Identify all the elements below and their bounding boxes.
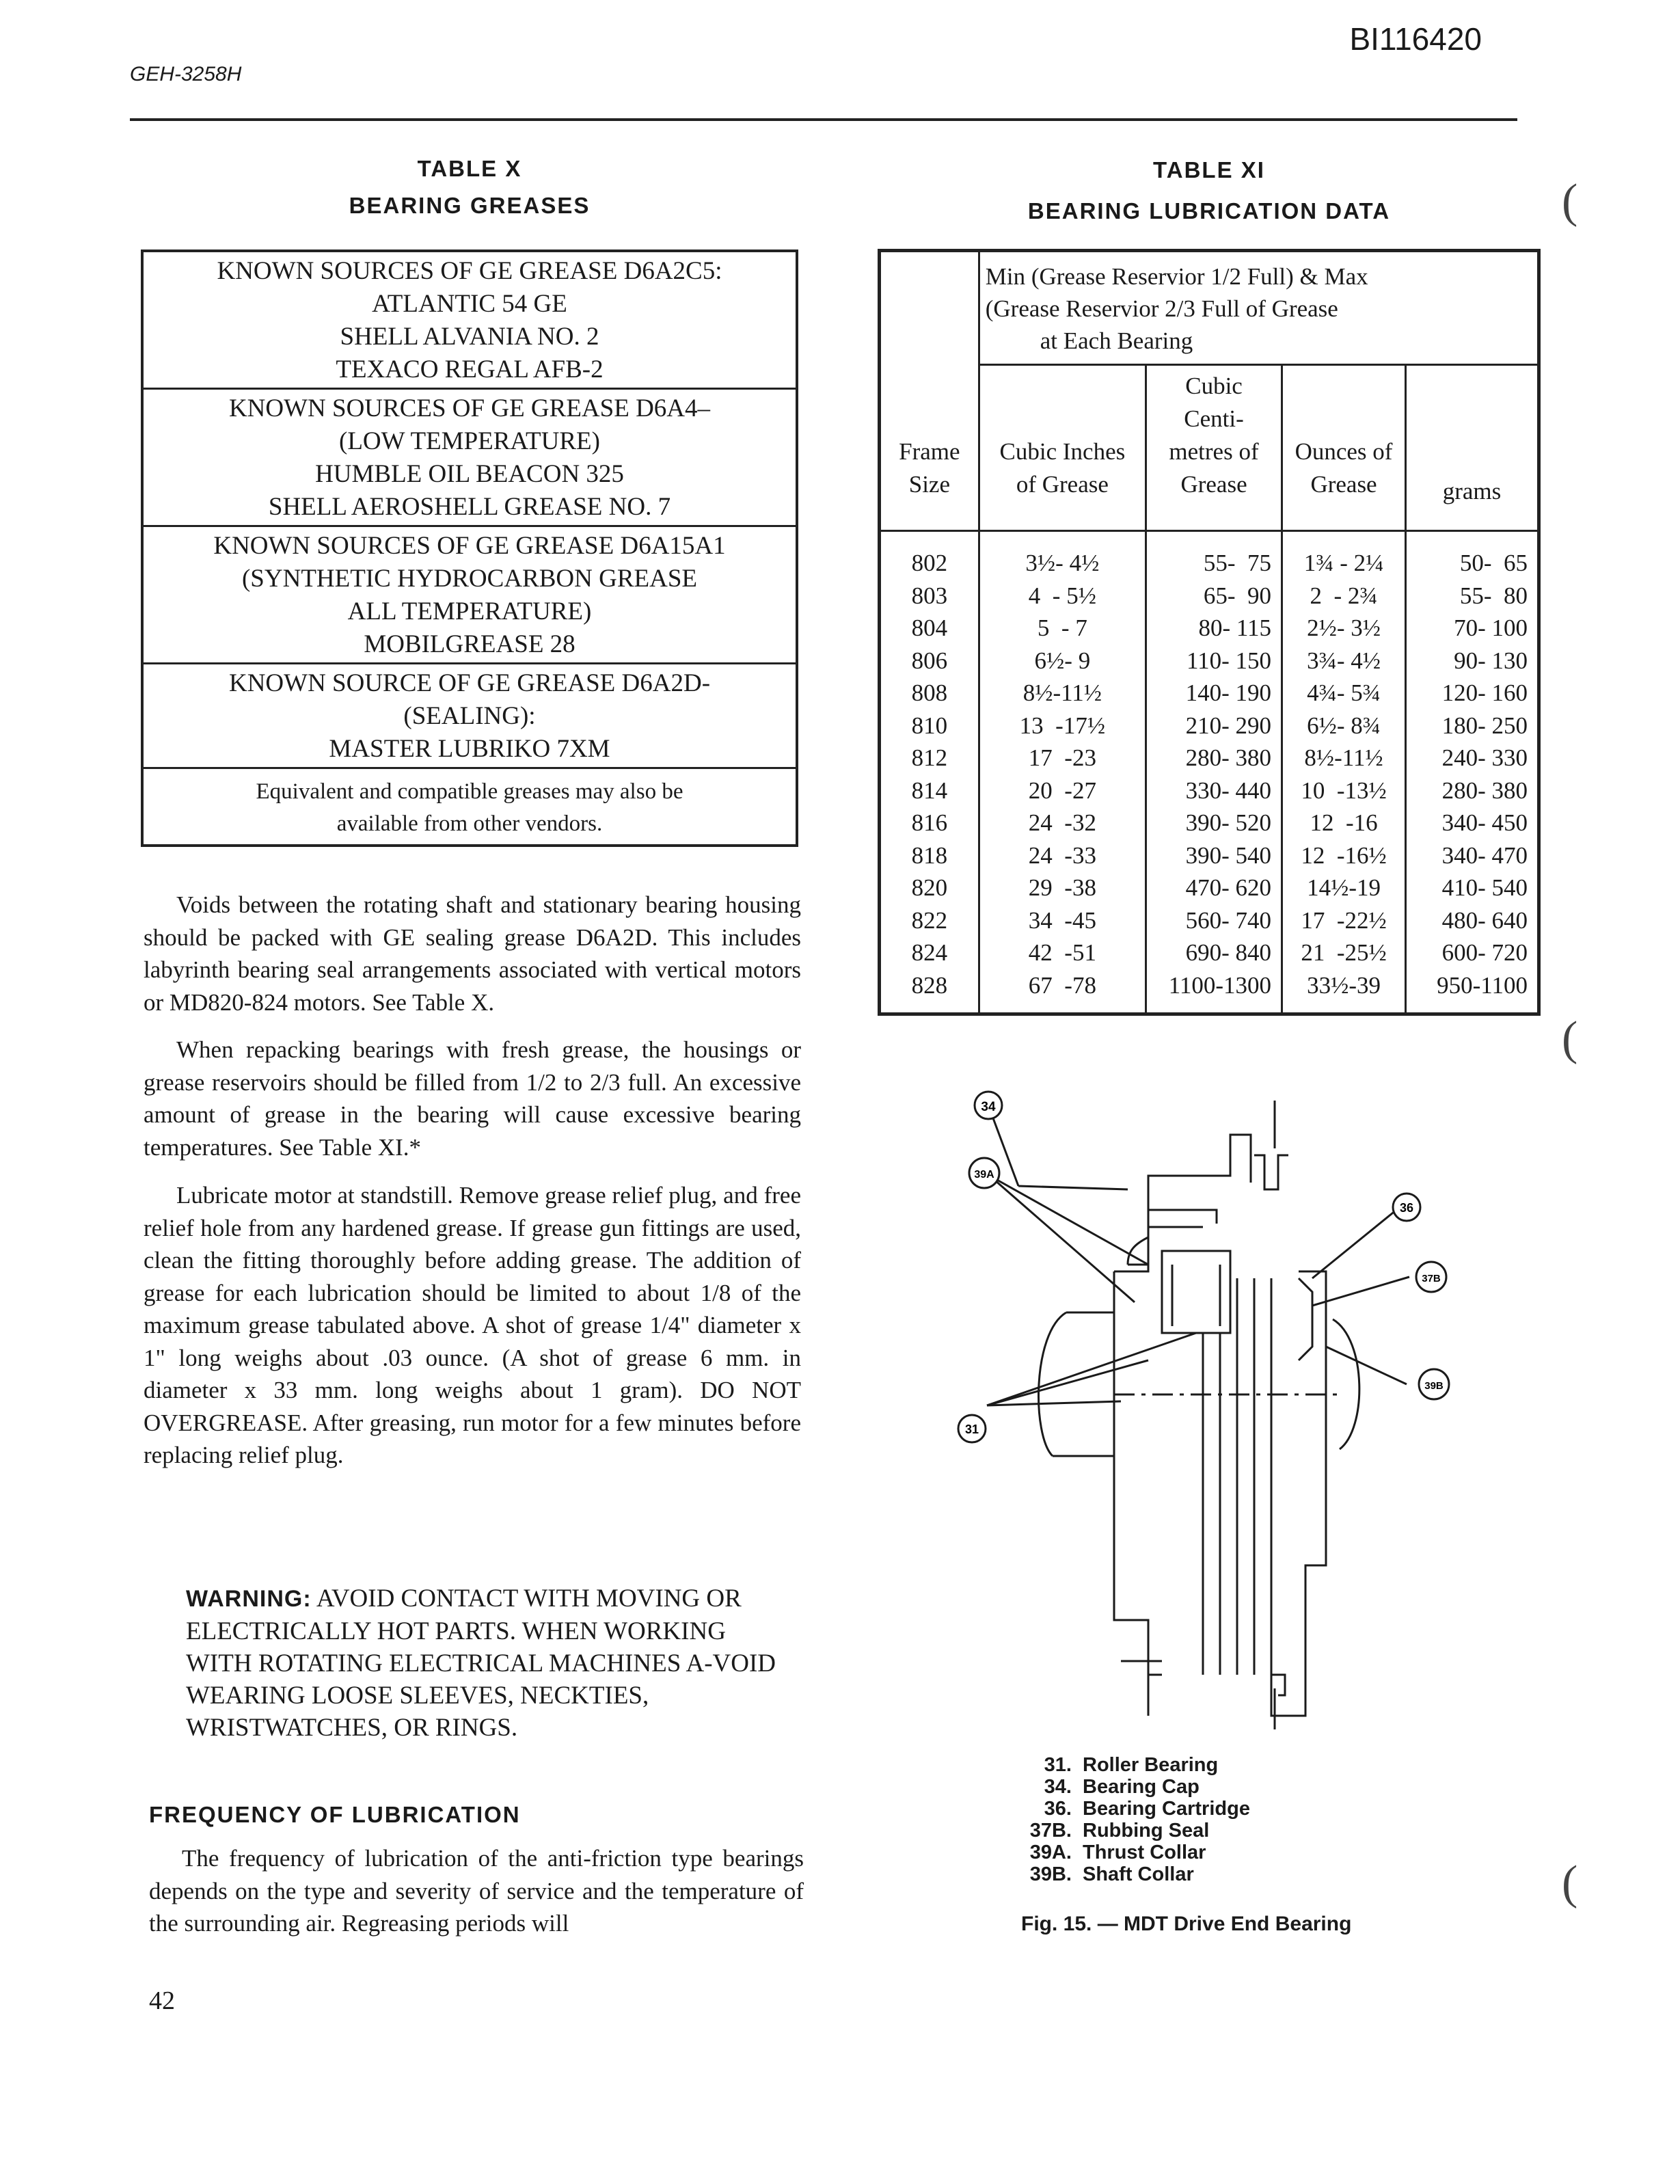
legend-item: 31. Roller Bearing — [1044, 1754, 1219, 1776]
table-cell: 240- 330 — [1405, 742, 1539, 774]
table-cell: 340- 450 — [1405, 807, 1539, 839]
table-cell: 6½- 9 — [979, 645, 1146, 677]
table-row — [880, 807, 1539, 839]
document-id: BI116420 — [1349, 21, 1482, 57]
table-cell: 822 — [911, 906, 948, 934]
figure-caption: Fig. 15. — MDT Drive End Bearing — [1021, 1913, 1352, 1935]
table-cell: 814 — [911, 777, 948, 804]
table-cell: 8½-11½ — [1282, 742, 1406, 774]
callout-39b — [1419, 1369, 1449, 1399]
table-cell: 820 — [911, 874, 948, 901]
table-cell: 55- 80 — [1405, 580, 1539, 612]
table-row — [880, 710, 1539, 742]
table-row — [880, 580, 1539, 612]
svg-text:37B: 37B — [1422, 1273, 1441, 1284]
table-cell: 2 - 2¾ — [1282, 580, 1406, 612]
table-row — [880, 774, 1539, 807]
table-cell: 3½- 4½ — [979, 531, 1146, 580]
table-cell: 816 — [911, 809, 948, 836]
table-cell: 812 — [911, 744, 948, 771]
table-cell: 17 -22½ — [1282, 904, 1406, 937]
table-cell: 410- 540 — [1405, 872, 1539, 904]
table-cell: 803 — [911, 582, 948, 609]
table-cell: 110- 150 — [1146, 645, 1282, 677]
table-cell: 2½- 3½ — [1282, 612, 1406, 645]
table-row — [880, 531, 1539, 580]
table-row — [880, 645, 1539, 677]
table-cell: 804 — [911, 615, 948, 641]
table-cell: 390- 540 — [1146, 839, 1282, 872]
frequency-heading: FREQUENCY OF LUBRICATION — [149, 1802, 521, 1827]
warning-text: AVOID CONTACT WITH MOVING OR ELECTRICALLY HOT PARTS. WHEN WORKING WITH ROTATING ELECTRICAL MACHINES A-VOID WEARING LOOSE SLEEVES, NECKTIES, WRISTWATCHES, OR RINGS. — [186, 1585, 776, 1742]
table-row — [880, 677, 1539, 710]
table-row — [880, 839, 1539, 872]
bearing-diagram — [943, 1073, 1476, 1736]
callout-34 — [975, 1092, 1002, 1119]
col-frame-size: Frame Size — [880, 251, 979, 531]
legend-item: 36. Bearing Cartridge — [1044, 1798, 1250, 1820]
svg-text:31: 31 — [964, 1423, 979, 1436]
table-cell: 340- 470 — [1405, 839, 1539, 872]
table-cell: 818 — [911, 841, 948, 869]
document-number: GEH-3258H — [130, 63, 242, 85]
table-x-note: Equivalent and compatible greases may also be available from other vendors. — [256, 779, 683, 836]
table-cell: 280- 380 — [1146, 742, 1282, 774]
paragraph-packing: Voids between the rotating shaft and stationary bearing housing should be packed with GE sealing grease D6A2D. This includes labyrinth bearing seal arrangements associated with vertical motors or MD820-824 motors. See Table X. — [144, 891, 801, 1016]
table-xi — [878, 249, 1541, 1016]
table-cell: 14½-19 — [1282, 872, 1406, 904]
svg-text:36: 36 — [1399, 1201, 1414, 1215]
table-row — [880, 936, 1539, 969]
table-cell: 3¾- 4½ — [1282, 645, 1406, 677]
table-cell: 55- 75 — [1146, 531, 1282, 580]
table-row — [880, 612, 1539, 645]
table-cell: 390- 520 — [1146, 807, 1282, 839]
table-row — [880, 969, 1539, 1014]
table-cell: 4¾- 5¾ — [1282, 677, 1406, 710]
table-cell: 20 -27 — [979, 774, 1146, 807]
table-cell: 1100-1300 — [1146, 969, 1282, 1014]
table-cell: 1¾ - 2¼ — [1282, 531, 1406, 580]
header-rule — [130, 118, 1517, 121]
col-grams: grams — [1405, 365, 1539, 531]
svg-text:34: 34 — [981, 1100, 996, 1114]
table-cell: 90- 130 — [1405, 645, 1539, 677]
svg-text:39B: 39B — [1424, 1380, 1444, 1392]
table-row — [880, 742, 1539, 774]
table-cell: 140- 190 — [1146, 677, 1282, 710]
table-cell: 280- 380 — [1405, 774, 1539, 807]
table-cell: 24 -32 — [979, 807, 1146, 839]
table-cell: 24 -33 — [979, 839, 1146, 872]
table-cell: 29 -38 — [979, 872, 1146, 904]
table-cell: 70- 100 — [1405, 612, 1539, 645]
table-cell: 810 — [911, 712, 948, 739]
legend-item: 37B. Rubbing Seal — [1029, 1820, 1210, 1842]
group-header: Min (Grease Reservior 1/2 Full) & Max (Grease Reservior 2/3 Full of Grease at Each Bearing — [979, 251, 1539, 365]
table-cell: 480- 640 — [1405, 904, 1539, 937]
table-cell: 560- 740 — [1146, 904, 1282, 937]
paragraph-repacking: When repacking bearings with fresh grease, the housings or grease reservoirs should be filled from 1/2 to 2/3 full. An excessive amount of grease in the bearing will cause excessive bearing temperatures. See Table XI.* — [144, 1036, 801, 1161]
table-cell: 824 — [911, 939, 948, 966]
callout-36 — [1393, 1194, 1420, 1221]
margin-mark: ( — [1562, 1012, 1578, 1065]
table-cell: 210- 290 — [1146, 710, 1282, 742]
callout-31 — [958, 1415, 986, 1442]
col-cubic-centimetres: Cubic Centi- metres of Grease — [1146, 365, 1282, 531]
table-cell: 8½-11½ — [979, 677, 1146, 710]
table-cell: 12 -16 — [1282, 807, 1406, 839]
table-cell: 600- 720 — [1405, 936, 1539, 969]
table-cell: 50- 65 — [1405, 531, 1539, 580]
paragraph-lubricate: Lubricate motor at standstill. Remove grease relief plug, and free relief hole from any hardened grease. If grease gun fittings are used, clean the fitting thoroughly before adding grease. The addition of grease for each lubrication should be limited to about 1/8 of the maximum grease tabulated above. A shot of grease 1/4" diameter x 1" long weighs about .03 ounce. (A shot of grease 6 mm. in diameter x 33 mm. long weighs about 1 gram). DO NOT OVERGREASE. After greasing, run motor for a few minutes before replacing relief plug. — [144, 1182, 801, 1468]
table-x-section: KNOWN SOURCES OF GE GREASE D6A4– (LOW TEMPERATURE) HUMBLE OIL BEACON 325 SHELL AEROSHELL GREASE NO. 7 — [144, 390, 796, 527]
table-cell: 828 — [911, 971, 948, 999]
table-cell: 80- 115 — [1146, 612, 1282, 645]
table-cell: 180- 250 — [1405, 710, 1539, 742]
table-x — [141, 250, 798, 847]
legend-item: 34. Bearing Cap — [1044, 1776, 1200, 1798]
callout-39a — [969, 1158, 999, 1188]
table-cell: 42 -51 — [979, 936, 1146, 969]
legend-item: 39A. Thrust Collar — [1029, 1842, 1206, 1863]
table-x-section: KNOWN SOURCES OF GE GREASE D6A15A1 (SYNTHETIC HYDROCARBON GREASE ALL TEMPERATURE) MOBILGREASE 28 — [144, 527, 796, 664]
table-x-section: KNOWN SOURCES OF GE GREASE D6A2C5: ATLANTIC 54 GE SHELL ALVANIA NO. 2 TEXACO REGAL AFB-2 — [144, 252, 796, 390]
table-row — [880, 872, 1539, 904]
table-cell: 802 — [911, 550, 948, 576]
legend-item: 39B. Shaft Collar — [1029, 1863, 1194, 1885]
table-cell: 6½- 8¾ — [1282, 710, 1406, 742]
figure-legend — [1018, 1754, 1250, 1885]
warning-block — [186, 1582, 781, 1744]
col-cubic-inches: Cubic Inches of Grease — [979, 365, 1146, 531]
table-cell: 13 -17½ — [979, 710, 1146, 742]
col-ounces: Ounces of Grease — [1282, 365, 1406, 531]
table-cell: 65- 90 — [1146, 580, 1282, 612]
svg-text:39A: 39A — [974, 1169, 994, 1181]
table-cell: 12 -16½ — [1282, 839, 1406, 872]
page-number: 42 — [149, 1986, 175, 2015]
table-cell: 21 -25½ — [1282, 936, 1406, 969]
table-x-section: KNOWN SOURCE OF GE GREASE D6A2D- (SEALING): MASTER LUBRIKO 7XM — [144, 664, 796, 769]
table-cell: 808 — [911, 679, 948, 706]
table-cell: 950-1100 — [1405, 969, 1539, 1014]
table-cell: 120- 160 — [1405, 677, 1539, 710]
table-cell: 34 -45 — [979, 904, 1146, 937]
table-cell: 330- 440 — [1146, 774, 1282, 807]
table-cell: 17 -23 — [979, 742, 1146, 774]
callout-37b — [1416, 1262, 1446, 1292]
table-cell: 806 — [911, 647, 948, 674]
table-cell: 5 - 7 — [979, 612, 1146, 645]
margin-mark: ( — [1562, 1857, 1578, 1909]
table-cell: 67 -78 — [979, 969, 1146, 1014]
frequency-paragraph: The frequency of lubrication of the anti-friction type bearings depends on the type and severity of service and the temperature of the surrounding air. Regreasing periods will — [149, 1845, 804, 1937]
table-row — [880, 904, 1539, 937]
table-cell: 690- 840 — [1146, 936, 1282, 969]
table-x-title: TABLE X BEARING GREASES — [349, 156, 591, 218]
table-cell: 10 -13½ — [1282, 774, 1406, 807]
table-cell: 470- 620 — [1146, 872, 1282, 904]
table-cell: 4 - 5½ — [979, 580, 1146, 612]
table-cell: 33½-39 — [1282, 969, 1406, 1014]
warning-label: WARNING: — [186, 1586, 312, 1612]
margin-mark: ( — [1562, 175, 1578, 228]
table-xi-title: TABLE XI BEARING LUBRICATION DATA — [1027, 157, 1391, 224]
